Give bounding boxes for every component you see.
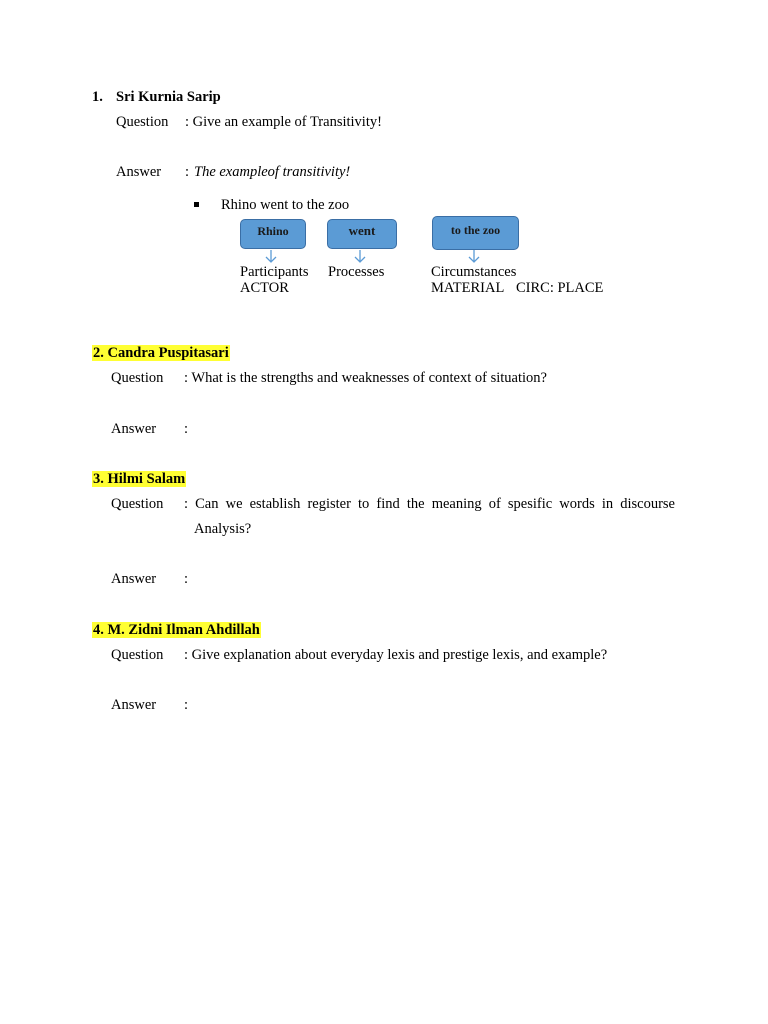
item-4-question-label: Question — [111, 647, 164, 663]
bullet-marker — [194, 202, 199, 207]
item-1-answer-prefix: : — [185, 164, 190, 180]
item-1-question-text: : Give an example of Transitivity! — [185, 114, 382, 130]
participants-label: Participants — [240, 264, 309, 280]
item-3-answer-label: Answer — [111, 571, 157, 587]
to-the-zoo-box-label: to the zoo — [450, 222, 501, 237]
down-arrow-icon — [264, 250, 278, 264]
item-1-bullet-text: Rhino went to the zoo — [221, 197, 350, 213]
item-3-question-text-line1: : Can we establish register to find the meaning of spesific words in discourse — [184, 496, 675, 512]
item-3-question-text-line2: Analysis? — [194, 521, 252, 537]
item-4-title-text: 4. M. Zidni Ilman Ahdillah — [93, 622, 260, 638]
down-arrow-icon — [467, 250, 481, 264]
item-2-question-label: Question — [111, 370, 164, 386]
item-2-answer-text: : — [184, 421, 189, 437]
item-4-answer-label: Answer — [111, 697, 157, 713]
went-box — [327, 219, 397, 249]
circumstances-label: Circumstances — [431, 264, 517, 280]
processes-label: Processes — [328, 264, 385, 280]
rhino-box-label: Rhino — [257, 223, 289, 238]
material-label: MATERIAL — [431, 280, 505, 296]
item-1-question-label: Question — [116, 114, 169, 130]
item-1-name: Sri Kurnia Sarip — [116, 89, 221, 105]
item-1-answer-label: Answer — [116, 164, 162, 180]
went-box-label: went — [348, 223, 376, 238]
down-arrow-icon — [353, 250, 367, 264]
item-4-title — [92, 621, 261, 639]
item-2-question-text: : What is the strengths and weaknesses of context of situation? — [184, 370, 547, 386]
item-3-title-text: 3. Hilmi Salam — [93, 471, 186, 487]
item-3-question-label: Question — [111, 496, 164, 512]
item-1-number: 1. — [92, 89, 103, 105]
item-4-question-text: : Give explanation about everyday lexis and prestige lexis, and example? — [184, 647, 608, 663]
item-2-answer-label: Answer — [111, 421, 157, 437]
item-2-title — [92, 344, 230, 362]
rhino-box — [240, 219, 306, 249]
item-4-answer-text: : — [184, 697, 189, 713]
circ-place-label: CIRC: PLACE — [516, 280, 604, 296]
item-3-title — [92, 470, 186, 488]
actor-label: ACTOR — [240, 280, 289, 296]
item-3-answer-text: : — [184, 571, 189, 587]
to-the-zoo-box — [432, 216, 519, 250]
item-1-answer-text: The exampleof transitivity! — [194, 164, 351, 180]
item-2-title-text: 2. Candra Puspitasari — [93, 345, 229, 361]
